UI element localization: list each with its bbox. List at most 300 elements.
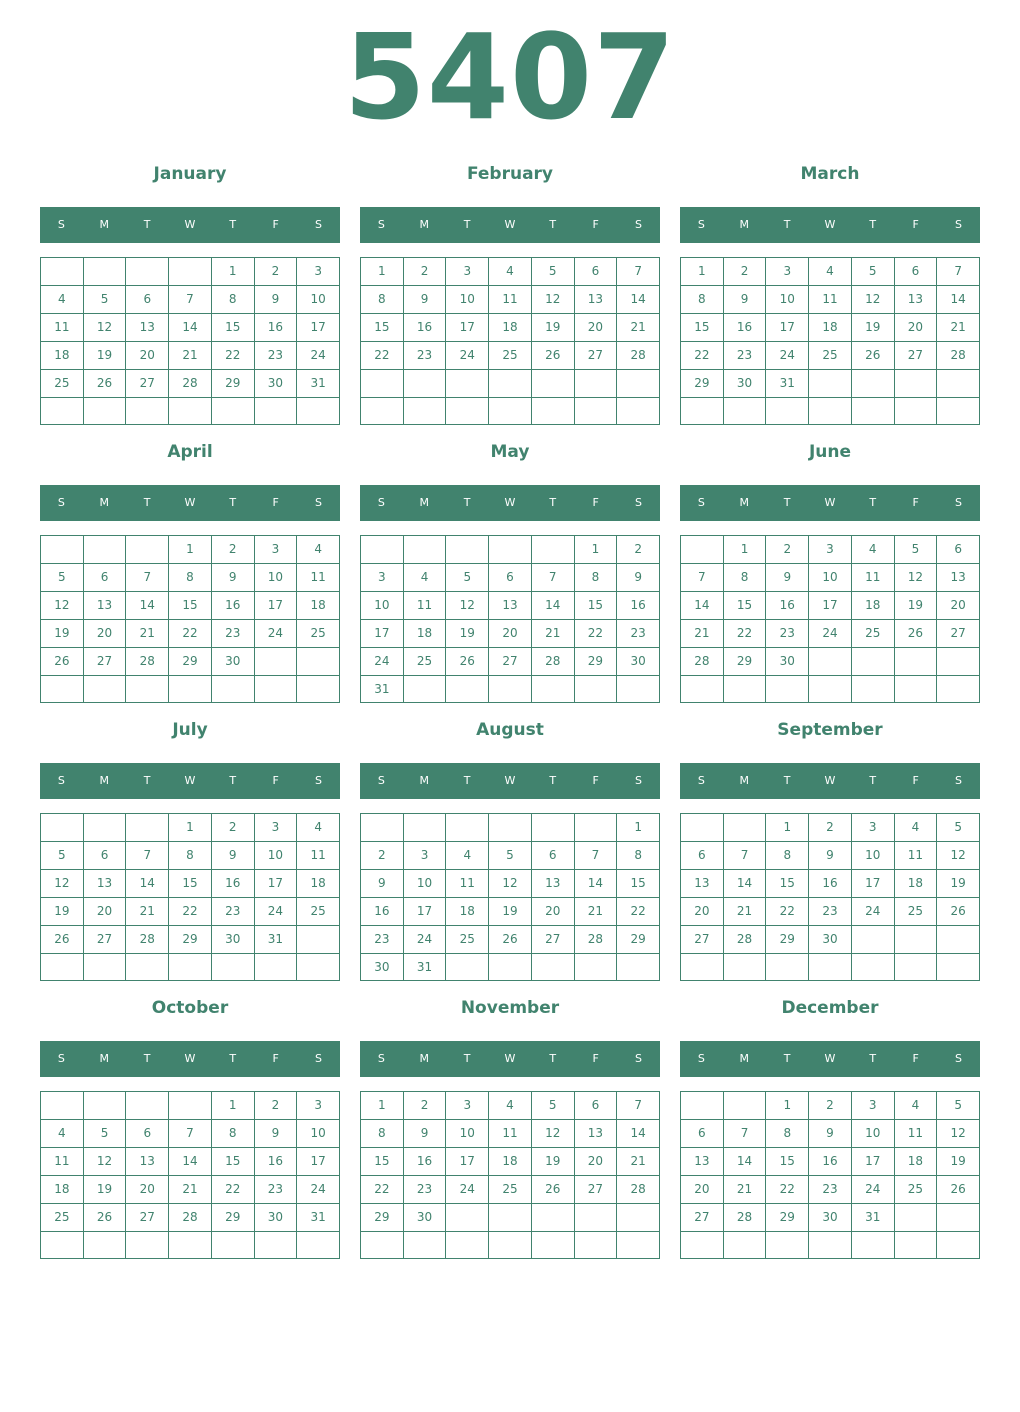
empty-day-cell <box>936 397 979 424</box>
weekday-label: S <box>697 1052 705 1065</box>
empty-day-cell <box>360 1231 403 1258</box>
day-cell: 8 <box>616 841 659 869</box>
day-cell: 26 <box>83 369 126 397</box>
empty-day-cell <box>723 953 766 980</box>
weekday-label: M <box>739 218 750 231</box>
day-cell: 9 <box>211 841 254 869</box>
day-cell: 27 <box>83 925 126 953</box>
weekday-label: S <box>57 496 65 509</box>
day-cell: 2 <box>808 1091 851 1119</box>
empty-day-cell <box>680 1091 723 1119</box>
day-cell: 4 <box>894 1091 937 1119</box>
empty-day-cell <box>488 1231 531 1258</box>
empty-day-cell <box>723 813 766 841</box>
weekday-label: T <box>143 1052 151 1065</box>
day-cell: 28 <box>680 647 723 675</box>
empty-day-cell <box>125 257 168 285</box>
empty-day-cell <box>531 675 574 703</box>
day-cell: 1 <box>723 535 766 563</box>
day-cell: 9 <box>254 1119 297 1147</box>
day-cell: 17 <box>445 1147 488 1175</box>
empty-day-cell <box>574 953 617 981</box>
day-cell: 11 <box>894 841 937 869</box>
day-cell: 31 <box>254 925 297 953</box>
day-grid <box>40 535 340 703</box>
empty-day-cell <box>403 1231 446 1258</box>
day-cell: 25 <box>894 897 937 925</box>
empty-day-cell <box>83 535 126 563</box>
empty-day-cell <box>40 813 83 841</box>
weekday-label: T <box>549 218 557 231</box>
day-cell: 22 <box>211 1175 254 1203</box>
day-cell: 8 <box>360 285 403 313</box>
empty-day-cell <box>168 257 211 285</box>
weekday-label: M <box>419 1052 430 1065</box>
day-cell: 8 <box>574 563 617 591</box>
empty-day-cell <box>680 953 723 980</box>
weekday-label: T <box>549 1052 557 1065</box>
day-grid <box>680 813 980 981</box>
day-cell: 22 <box>211 341 254 369</box>
day-cell: 16 <box>360 897 403 925</box>
day-cell: 19 <box>851 313 894 341</box>
day-grid <box>360 535 660 703</box>
day-cell: 8 <box>360 1119 403 1147</box>
weekday-header <box>40 763 340 799</box>
empty-day-cell <box>936 925 979 953</box>
day-cell: 28 <box>723 1203 766 1231</box>
day-cell: 18 <box>808 313 851 341</box>
day-cell: 17 <box>296 313 339 341</box>
day-cell: 16 <box>808 1147 851 1175</box>
day-cell: 5 <box>40 841 83 869</box>
day-cell: 17 <box>851 1147 894 1175</box>
month-name: October <box>151 998 229 1018</box>
empty-day-cell <box>40 1231 83 1258</box>
weekday-label: F <box>592 1052 599 1065</box>
empty-day-cell <box>488 813 531 841</box>
day-cell: 11 <box>894 1119 937 1147</box>
day-cell: 4 <box>894 813 937 841</box>
empty-day-cell <box>808 1231 851 1258</box>
day-cell: 25 <box>296 619 339 647</box>
empty-day-cell <box>574 1231 617 1258</box>
day-cell: 6 <box>574 257 617 285</box>
day-cell: 4 <box>40 1119 83 1147</box>
weekday-label: S <box>314 496 322 509</box>
day-cell: 26 <box>936 1175 979 1203</box>
empty-day-cell <box>616 953 659 981</box>
weekday-label: S <box>314 774 322 787</box>
weekday-label: T <box>463 1052 471 1065</box>
day-cell: 6 <box>574 1091 617 1119</box>
day-cell: 19 <box>83 1175 126 1203</box>
weekday-label: F <box>912 774 919 787</box>
empty-day-cell <box>168 397 211 424</box>
day-cell: 20 <box>83 897 126 925</box>
month-name: April <box>167 442 213 462</box>
empty-day-cell <box>488 535 531 563</box>
day-cell: 3 <box>296 257 339 285</box>
day-cell: 4 <box>488 257 531 285</box>
day-cell: 16 <box>723 313 766 341</box>
day-cell: 7 <box>168 285 211 313</box>
day-cell: 11 <box>808 285 851 313</box>
day-cell: 23 <box>808 897 851 925</box>
day-cell: 8 <box>723 563 766 591</box>
day-cell: 30 <box>616 647 659 675</box>
day-cell: 26 <box>851 341 894 369</box>
day-cell: 4 <box>40 285 83 313</box>
weekday-label: M <box>419 218 430 231</box>
day-cell: 11 <box>296 841 339 869</box>
empty-day-cell <box>445 1231 488 1258</box>
empty-day-cell <box>680 813 723 841</box>
day-cell: 25 <box>296 897 339 925</box>
day-cell: 7 <box>723 841 766 869</box>
weekday-label: M <box>739 1052 750 1065</box>
empty-day-cell <box>360 397 403 425</box>
day-cell: 16 <box>808 869 851 897</box>
day-cell: 14 <box>723 1147 766 1175</box>
day-cell: 9 <box>360 869 403 897</box>
day-cell: 3 <box>851 1091 894 1119</box>
day-cell: 26 <box>40 647 83 675</box>
day-cell: 12 <box>531 285 574 313</box>
day-cell: 20 <box>125 341 168 369</box>
day-cell: 2 <box>211 813 254 841</box>
day-cell: 26 <box>40 925 83 953</box>
day-cell: 20 <box>680 897 723 925</box>
empty-day-cell <box>808 397 851 424</box>
day-cell: 27 <box>936 619 979 647</box>
empty-day-cell <box>83 675 126 702</box>
day-cell: 27 <box>125 369 168 397</box>
empty-day-cell <box>936 953 979 980</box>
day-cell: 30 <box>403 1203 446 1231</box>
weekday-label: F <box>272 1052 279 1065</box>
day-cell: 27 <box>680 925 723 953</box>
empty-day-cell <box>445 675 488 703</box>
day-cell: 3 <box>296 1091 339 1119</box>
weekday-label: F <box>912 1052 919 1065</box>
month-name: June <box>808 442 852 462</box>
empty-day-cell <box>296 675 339 702</box>
day-cell: 20 <box>574 313 617 341</box>
day-cell: 9 <box>211 563 254 591</box>
month-name: September <box>777 720 883 740</box>
weekday-label: W <box>824 1052 836 1065</box>
day-cell: 16 <box>403 1147 446 1175</box>
weekday-label: F <box>592 496 599 509</box>
empty-day-cell <box>40 953 83 980</box>
day-cell: 1 <box>765 813 808 841</box>
day-cell: 22 <box>723 619 766 647</box>
day-cell: 18 <box>851 591 894 619</box>
weekday-label: T <box>143 496 151 509</box>
weekday-label: S <box>314 1052 322 1065</box>
empty-day-cell <box>445 535 488 563</box>
day-cell: 30 <box>808 1203 851 1231</box>
day-cell: 13 <box>83 591 126 619</box>
day-cell: 23 <box>211 897 254 925</box>
day-cell: 18 <box>40 1175 83 1203</box>
day-cell: 14 <box>168 313 211 341</box>
day-cell: 15 <box>360 313 403 341</box>
empty-day-cell <box>83 1231 126 1258</box>
day-cell: 30 <box>723 369 766 397</box>
day-cell: 14 <box>616 1119 659 1147</box>
empty-day-cell <box>723 1231 766 1258</box>
day-cell: 29 <box>680 369 723 397</box>
weekday-label: T <box>783 1052 791 1065</box>
day-cell: 19 <box>40 619 83 647</box>
weekday-header <box>40 1041 340 1077</box>
day-cell: 23 <box>211 619 254 647</box>
empty-day-cell <box>680 397 723 424</box>
day-cell: 30 <box>808 925 851 953</box>
empty-day-cell <box>680 675 723 702</box>
day-cell: 29 <box>723 647 766 675</box>
day-cell: 17 <box>808 591 851 619</box>
empty-day-cell <box>125 953 168 980</box>
empty-day-cell <box>531 369 574 397</box>
empty-day-cell <box>765 1231 808 1258</box>
weekday-label: S <box>57 774 65 787</box>
weekday-label: F <box>592 218 599 231</box>
day-cell: 13 <box>488 591 531 619</box>
weekday-label: M <box>739 774 750 787</box>
day-cell: 17 <box>254 591 297 619</box>
day-cell: 9 <box>616 563 659 591</box>
weekday-header <box>680 1041 980 1077</box>
day-cell: 2 <box>360 841 403 869</box>
day-cell: 2 <box>616 535 659 563</box>
weekday-label: S <box>377 774 385 787</box>
weekday-label: W <box>504 496 516 509</box>
day-cell: 25 <box>445 925 488 953</box>
day-cell: 14 <box>936 285 979 313</box>
day-cell: 6 <box>125 1119 168 1147</box>
day-cell: 15 <box>168 591 211 619</box>
day-cell: 12 <box>488 869 531 897</box>
empty-day-cell <box>168 953 211 980</box>
day-cell: 8 <box>211 1119 254 1147</box>
day-cell: 27 <box>574 341 617 369</box>
weekday-label: S <box>634 218 642 231</box>
empty-day-cell <box>211 1231 254 1258</box>
day-grid <box>360 257 660 425</box>
weekday-label: M <box>99 1052 110 1065</box>
weekday-label: T <box>783 774 791 787</box>
day-cell: 6 <box>680 1119 723 1147</box>
empty-day-cell <box>296 953 339 980</box>
day-cell: 26 <box>894 619 937 647</box>
weekday-label: T <box>783 496 791 509</box>
weekday-label: W <box>504 218 516 231</box>
day-cell: 25 <box>40 1203 83 1231</box>
day-cell: 29 <box>360 1203 403 1231</box>
day-cell: 10 <box>403 869 446 897</box>
empty-day-cell <box>723 675 766 702</box>
empty-day-cell <box>83 813 126 841</box>
weekday-label: T <box>869 496 877 509</box>
day-cell: 29 <box>616 925 659 953</box>
day-grid <box>360 813 660 981</box>
day-cell: 10 <box>296 285 339 313</box>
day-cell: 15 <box>168 869 211 897</box>
empty-day-cell <box>894 1203 937 1231</box>
day-cell: 7 <box>936 257 979 285</box>
day-cell: 28 <box>616 341 659 369</box>
day-cell: 11 <box>40 1147 83 1175</box>
day-cell: 19 <box>936 1147 979 1175</box>
day-cell: 29 <box>211 1203 254 1231</box>
day-cell: 10 <box>254 841 297 869</box>
day-cell: 12 <box>445 591 488 619</box>
empty-day-cell <box>40 535 83 563</box>
day-cell: 24 <box>296 1175 339 1203</box>
day-cell: 20 <box>83 619 126 647</box>
day-cell: 10 <box>765 285 808 313</box>
empty-day-cell <box>445 813 488 841</box>
day-grid <box>40 1091 340 1259</box>
day-cell: 29 <box>168 925 211 953</box>
day-cell: 1 <box>168 535 211 563</box>
weekday-label: S <box>697 496 705 509</box>
empty-day-cell <box>403 535 446 563</box>
weekday-label: T <box>143 774 151 787</box>
empty-day-cell <box>83 1091 126 1119</box>
empty-day-cell <box>574 813 617 841</box>
empty-day-cell <box>445 369 488 397</box>
empty-day-cell <box>851 953 894 980</box>
day-cell: 16 <box>254 1147 297 1175</box>
empty-day-cell <box>894 369 937 397</box>
day-cell: 24 <box>808 619 851 647</box>
empty-day-cell <box>531 535 574 563</box>
empty-day-cell <box>851 925 894 953</box>
day-cell: 19 <box>936 869 979 897</box>
weekday-header <box>360 485 660 521</box>
day-cell: 21 <box>125 897 168 925</box>
day-cell: 7 <box>616 1091 659 1119</box>
day-cell: 21 <box>616 1147 659 1175</box>
day-cell: 28 <box>125 925 168 953</box>
empty-day-cell <box>936 1231 979 1258</box>
day-cell: 23 <box>403 341 446 369</box>
weekday-label: S <box>954 1052 962 1065</box>
day-grid <box>40 813 340 981</box>
day-cell: 3 <box>851 813 894 841</box>
empty-day-cell <box>360 813 403 841</box>
day-cell: 4 <box>296 813 339 841</box>
day-cell: 5 <box>488 841 531 869</box>
weekday-label: W <box>824 774 836 787</box>
day-cell: 15 <box>616 869 659 897</box>
day-cell: 22 <box>765 897 808 925</box>
empty-day-cell <box>723 1091 766 1119</box>
weekday-label: S <box>57 218 65 231</box>
day-cell: 3 <box>808 535 851 563</box>
empty-day-cell <box>574 397 617 425</box>
day-cell: 16 <box>765 591 808 619</box>
weekday-label: F <box>912 218 919 231</box>
day-cell: 1 <box>574 535 617 563</box>
day-cell: 5 <box>445 563 488 591</box>
day-cell: 7 <box>723 1119 766 1147</box>
day-cell: 16 <box>211 591 254 619</box>
weekday-label: T <box>783 218 791 231</box>
day-cell: 24 <box>851 1175 894 1203</box>
empty-day-cell <box>488 953 531 981</box>
day-cell: 6 <box>125 285 168 313</box>
day-cell: 15 <box>680 313 723 341</box>
weekday-label: F <box>272 218 279 231</box>
day-cell: 6 <box>894 257 937 285</box>
day-cell: 11 <box>40 313 83 341</box>
day-cell: 10 <box>851 1119 894 1147</box>
day-cell: 9 <box>808 841 851 869</box>
empty-day-cell <box>488 675 531 703</box>
weekday-label: T <box>229 496 237 509</box>
day-cell: 2 <box>403 257 446 285</box>
empty-day-cell <box>40 257 83 285</box>
day-cell: 3 <box>445 257 488 285</box>
day-cell: 27 <box>125 1203 168 1231</box>
empty-day-cell <box>616 369 659 397</box>
day-cell: 3 <box>765 257 808 285</box>
weekday-label: F <box>592 774 599 787</box>
empty-day-cell <box>488 397 531 425</box>
day-cell: 7 <box>616 257 659 285</box>
day-cell: 21 <box>723 1175 766 1203</box>
day-cell: 26 <box>936 897 979 925</box>
day-cell: 2 <box>808 813 851 841</box>
empty-day-cell <box>531 1203 574 1231</box>
day-cell: 21 <box>168 341 211 369</box>
day-cell: 20 <box>680 1175 723 1203</box>
day-cell: 8 <box>765 1119 808 1147</box>
day-cell: 10 <box>445 285 488 313</box>
empty-day-cell <box>808 675 851 702</box>
day-cell: 22 <box>574 619 617 647</box>
empty-day-cell <box>894 397 937 424</box>
empty-day-cell <box>936 647 979 675</box>
day-cell: 23 <box>360 925 403 953</box>
day-cell: 12 <box>83 1147 126 1175</box>
weekday-label: T <box>549 496 557 509</box>
empty-day-cell <box>765 953 808 980</box>
weekday-label: S <box>634 496 642 509</box>
day-cell: 2 <box>254 1091 297 1119</box>
day-cell: 3 <box>254 535 297 563</box>
day-cell: 28 <box>616 1175 659 1203</box>
day-cell: 4 <box>808 257 851 285</box>
day-cell: 27 <box>680 1203 723 1231</box>
empty-day-cell <box>254 675 297 702</box>
day-cell: 12 <box>531 1119 574 1147</box>
day-cell: 23 <box>616 619 659 647</box>
weekday-label: M <box>419 496 430 509</box>
day-cell: 1 <box>360 1091 403 1119</box>
day-cell: 28 <box>723 925 766 953</box>
day-cell: 25 <box>488 341 531 369</box>
day-cell: 17 <box>360 619 403 647</box>
day-cell: 16 <box>403 313 446 341</box>
day-cell: 23 <box>723 341 766 369</box>
day-cell: 6 <box>83 841 126 869</box>
